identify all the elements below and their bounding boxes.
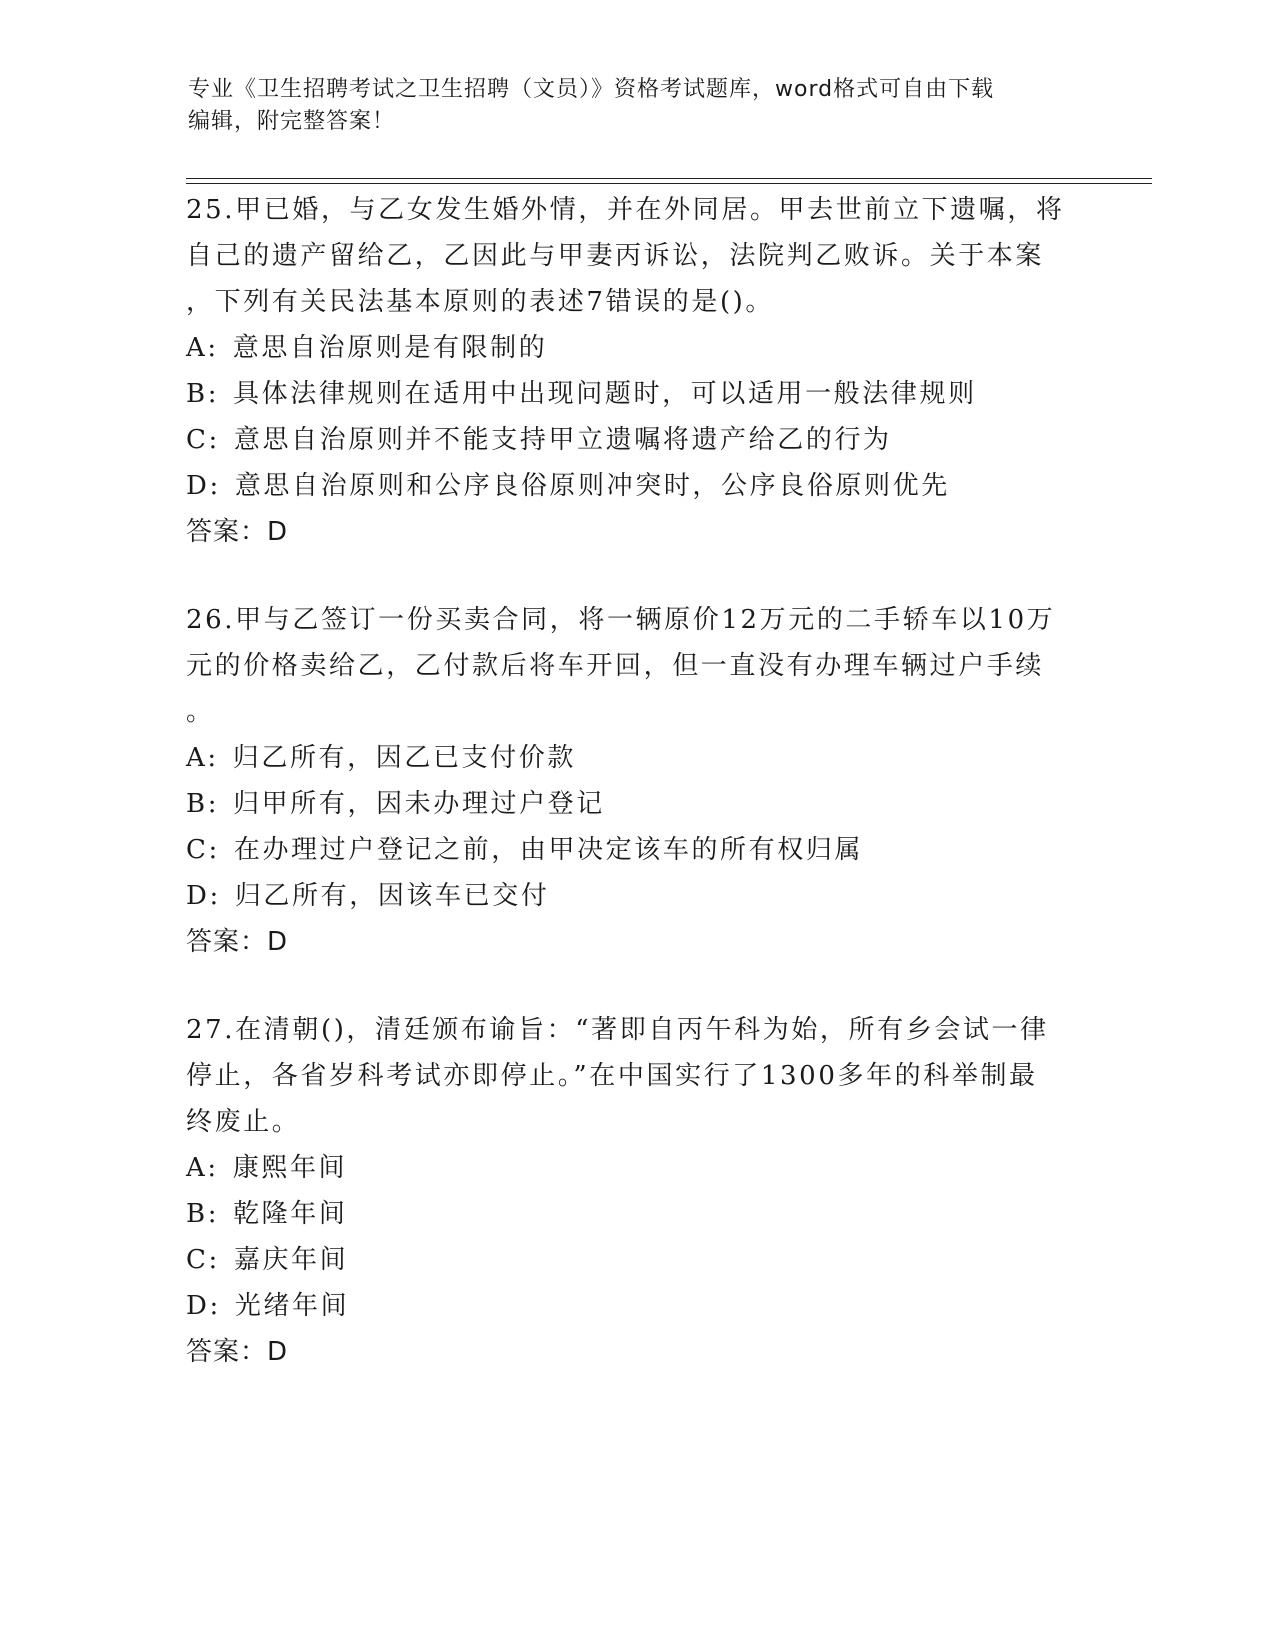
- stem-line: 25.甲已婚，与乙女发生婚外情，并在外同居。甲去世前立下遗嘱，将: [186, 195, 1065, 225]
- option-text: 光绪年间: [234, 1291, 350, 1321]
- stem-line: ，下列有关民法基本原则的表述7错误的是()。: [186, 287, 775, 317]
- option-c: [186, 417, 1086, 463]
- option-letter: C:: [186, 425, 220, 455]
- header-divider-bottom: [186, 183, 1152, 184]
- answer-line: 答案：D: [186, 517, 289, 547]
- option-d: [186, 873, 1086, 919]
- option-text: 康熙年间: [232, 1153, 348, 1183]
- option-letter: D:: [186, 471, 221, 501]
- question-stem: [186, 1007, 1086, 1145]
- option-text: 归乙所有，因乙已支付价款: [232, 743, 576, 773]
- option-letter: D:: [186, 881, 221, 911]
- option-list: [186, 1145, 1086, 1329]
- option-c: [186, 1237, 1086, 1283]
- question-25: [186, 187, 1086, 555]
- stem-line: 自己的遗产留给乙，乙因此与甲妻丙诉讼，法院判乙败诉。关于本案: [186, 241, 1045, 271]
- option-a: [186, 1145, 1086, 1191]
- stem-line: 。: [186, 697, 215, 727]
- option-letter: D:: [186, 1291, 221, 1321]
- option-a: [186, 325, 1086, 371]
- option-a: [186, 735, 1086, 781]
- option-b: [186, 781, 1086, 827]
- option-text: 意思自治原则并不能支持甲立遗嘱将遗产给乙的行为: [233, 425, 892, 455]
- option-text: 具体法律规则在适用中出现问题时，可以适用一般法律规则: [233, 379, 977, 409]
- option-letter: B:: [186, 379, 220, 409]
- option-d: [186, 463, 1086, 509]
- header-line-1: 专业《卫生招聘考试之卫生招聘（文员）》资格考试题库，word格式可自由下载: [188, 77, 995, 102]
- option-letter: A:: [186, 743, 219, 773]
- option-letter: C:: [186, 1245, 220, 1275]
- question-27: [186, 1007, 1086, 1375]
- option-text: 意思自治原则是有限制的: [232, 333, 548, 363]
- question-stem: [186, 187, 1086, 325]
- option-text: 在办理过户登记之前，由甲决定该车的所有权归属: [233, 835, 864, 865]
- option-b: [186, 371, 1086, 417]
- stem-line: 停止，各省岁科考试亦即停止。”在中国实行了1300多年的科举制最: [186, 1061, 1038, 1091]
- option-text: 归甲所有，因未办理过户登记: [233, 789, 605, 819]
- option-text: 归乙所有，因该车已交付: [234, 881, 550, 911]
- option-letter: B:: [186, 789, 220, 819]
- stem-line: 27.在清朝()，清廷颁布谕旨：“著即自丙午科为始，所有乡会试一律: [186, 1015, 1049, 1045]
- question-stem: [186, 597, 1086, 735]
- option-d: [186, 1283, 1086, 1329]
- option-text: 嘉庆年间: [233, 1245, 349, 1275]
- option-letter: C:: [186, 835, 220, 865]
- header-divider-top: [186, 178, 1152, 179]
- stem-line: 26.甲与乙签订一份买卖合同，将一辆原价12万元的二手轿车以10万: [186, 605, 1056, 635]
- answer-line: 答案：D: [186, 1337, 289, 1367]
- option-list: [186, 325, 1086, 509]
- answer-line: 答案：D: [186, 927, 289, 957]
- stem-line: 元的价格卖给乙，乙付款后将车开回，但一直没有办理车辆过户手续: [186, 651, 1045, 681]
- stem-line: 终废止。: [186, 1107, 301, 1137]
- option-letter: B:: [186, 1199, 220, 1229]
- option-text: 意思自治原则和公序良俗原则冲突时，公序良俗原则优先: [234, 471, 950, 501]
- option-letter: A:: [186, 333, 219, 363]
- question-26: [186, 597, 1086, 965]
- header-line-2: 编辑，附完整答案！: [188, 109, 396, 134]
- document-header: [188, 74, 1068, 138]
- option-c: [186, 827, 1086, 873]
- option-letter: A:: [186, 1153, 219, 1183]
- option-text: 乾隆年间: [233, 1199, 348, 1229]
- option-b: [186, 1191, 1086, 1237]
- option-list: [186, 735, 1086, 919]
